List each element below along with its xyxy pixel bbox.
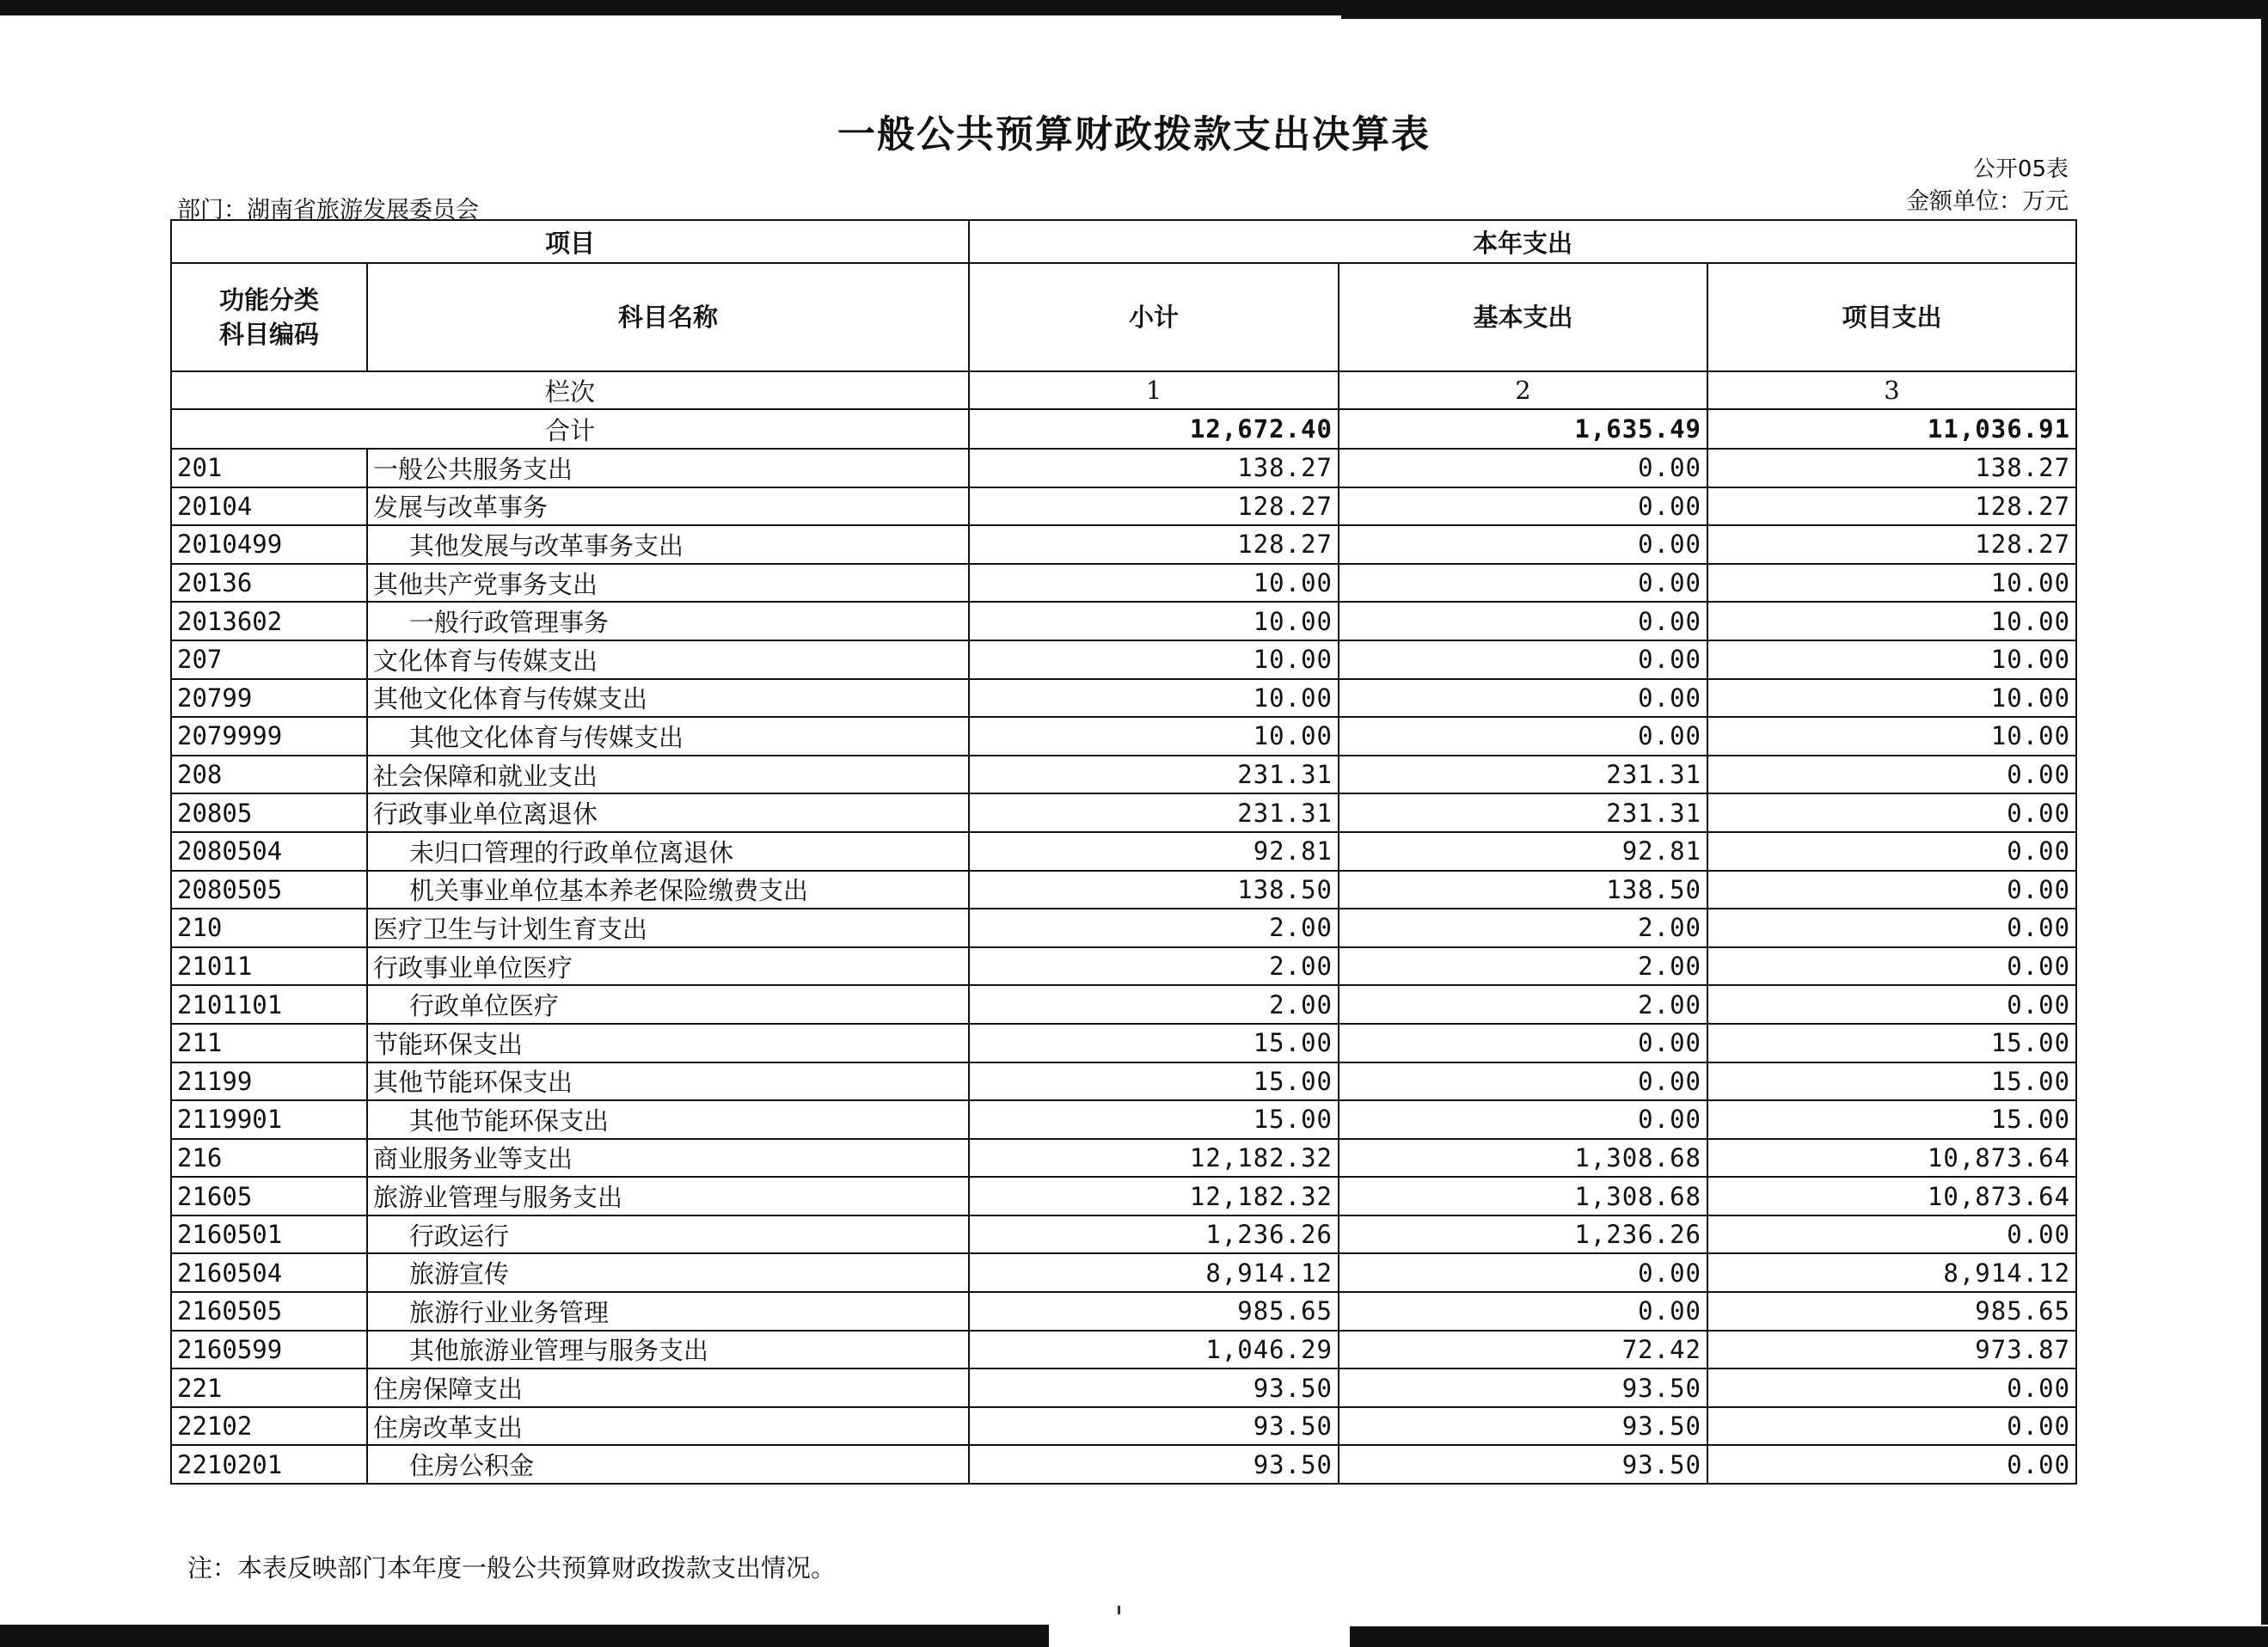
row-basic: 0.00 bbox=[1339, 679, 1707, 718]
budget-expenditure-table bbox=[170, 219, 2077, 1485]
row-subject-name: 机关事业单位基本养老保险缴费支出 bbox=[367, 871, 969, 909]
lane-number-row bbox=[171, 371, 2076, 409]
scan-border-right bbox=[2261, 17, 2268, 1625]
row-project: 128.27 bbox=[1707, 525, 2076, 564]
row-code: 2160501 bbox=[171, 1215, 367, 1254]
row-project: 15.00 bbox=[1707, 1062, 2076, 1101]
row-project: 0.00 bbox=[1707, 832, 2076, 871]
scan-mark bbox=[1118, 1606, 1120, 1614]
table-row bbox=[171, 793, 2076, 832]
row-subject-name: 行政事业单位医疗 bbox=[367, 947, 969, 986]
row-subtotal: 15.00 bbox=[969, 1062, 1339, 1101]
row-basic: 138.50 bbox=[1339, 871, 1707, 909]
row-subtotal: 93.50 bbox=[969, 1368, 1339, 1407]
row-basic: 0.00 bbox=[1339, 525, 1707, 564]
table-row bbox=[171, 1062, 2076, 1101]
row-project: 985.65 bbox=[1707, 1292, 2076, 1331]
row-code: 216 bbox=[171, 1139, 367, 1178]
table-row bbox=[171, 1100, 2076, 1139]
row-project: 10.00 bbox=[1707, 602, 2076, 640]
header-project-expenditure: 项目支出 bbox=[1707, 263, 2076, 371]
lane-label: 栏次 bbox=[171, 371, 969, 409]
row-code: 2101101 bbox=[171, 985, 367, 1024]
row-subtotal: 2.00 bbox=[969, 985, 1339, 1024]
row-code: 201 bbox=[171, 449, 367, 487]
row-basic: 1,308.68 bbox=[1339, 1139, 1707, 1178]
row-subtotal: 231.31 bbox=[969, 793, 1339, 832]
row-basic: 231.31 bbox=[1339, 756, 1707, 794]
row-code: 22102 bbox=[171, 1407, 367, 1446]
table-row bbox=[171, 832, 2076, 871]
row-subject-name: 住房公积金 bbox=[367, 1445, 969, 1484]
row-code: 20104 bbox=[171, 487, 367, 526]
table-row bbox=[171, 1407, 2076, 1446]
row-basic: 0.00 bbox=[1339, 564, 1707, 603]
row-basic: 0.00 bbox=[1339, 449, 1707, 487]
row-code: 2080505 bbox=[171, 871, 367, 909]
row-subtotal: 12,182.32 bbox=[969, 1177, 1339, 1215]
footnote: 注：本表反映部门本年度一般公共预算财政拨款支出情况。 bbox=[187, 1553, 837, 1583]
row-code: 211 bbox=[171, 1024, 367, 1062]
row-subject-name: 其他发展与改革事务支出 bbox=[367, 525, 969, 564]
row-subject-name: 其他共产党事务支出 bbox=[367, 564, 969, 603]
table-row bbox=[171, 1292, 2076, 1331]
table-row bbox=[171, 1368, 2076, 1407]
table-row bbox=[171, 449, 2076, 487]
row-project: 138.27 bbox=[1707, 449, 2076, 487]
row-basic: 0.00 bbox=[1339, 1062, 1707, 1101]
total-basic: 1,635.49 bbox=[1339, 409, 1707, 449]
row-subject-name: 发展与改革事务 bbox=[367, 487, 969, 526]
table-row bbox=[171, 1139, 2076, 1178]
table-code: 公开05表 bbox=[1972, 156, 2069, 182]
row-subject-name: 其他节能环保支出 bbox=[367, 1100, 969, 1139]
row-basic: 0.00 bbox=[1339, 717, 1707, 756]
row-project: 0.00 bbox=[1707, 909, 2076, 947]
row-code: 20805 bbox=[171, 793, 367, 832]
row-project: 128.27 bbox=[1707, 487, 2076, 526]
row-subtotal: 138.50 bbox=[969, 871, 1339, 909]
row-project: 15.00 bbox=[1707, 1100, 2076, 1139]
header-function-code bbox=[171, 263, 367, 371]
row-code: 2080504 bbox=[171, 832, 367, 871]
row-subtotal: 2.00 bbox=[969, 909, 1339, 947]
row-code: 2160599 bbox=[171, 1331, 367, 1369]
table-row bbox=[171, 564, 2076, 603]
row-basic: 2.00 bbox=[1339, 985, 1707, 1024]
row-subject-name: 住房改革支出 bbox=[367, 1407, 969, 1446]
table-row bbox=[171, 1215, 2076, 1254]
row-basic: 93.50 bbox=[1339, 1368, 1707, 1407]
scan-border-top-right bbox=[1341, 0, 2268, 19]
row-project: 15.00 bbox=[1707, 1024, 2076, 1062]
row-basic: 0.00 bbox=[1339, 487, 1707, 526]
row-code: 2013602 bbox=[171, 602, 367, 640]
row-basic: 0.00 bbox=[1339, 640, 1707, 679]
row-project: 10.00 bbox=[1707, 640, 2076, 679]
row-project: 973.87 bbox=[1707, 1331, 2076, 1369]
row-project: 0.00 bbox=[1707, 947, 2076, 986]
table-row bbox=[171, 909, 2076, 947]
row-basic: 2.00 bbox=[1339, 947, 1707, 986]
row-subject-name: 行政运行 bbox=[367, 1215, 969, 1254]
table-row bbox=[171, 1445, 2076, 1484]
row-basic: 0.00 bbox=[1339, 1024, 1707, 1062]
row-code: 21605 bbox=[171, 1177, 367, 1215]
row-subtotal: 1,046.29 bbox=[969, 1331, 1339, 1369]
row-code: 2160504 bbox=[171, 1253, 367, 1292]
row-subject-name: 其他文化体育与传媒支出 bbox=[367, 717, 969, 756]
lane-3: 3 bbox=[1707, 371, 2076, 409]
table-row bbox=[171, 947, 2076, 986]
row-code: 221 bbox=[171, 1368, 367, 1407]
row-subject-name: 医疗卫生与计划生育支出 bbox=[367, 909, 969, 947]
row-subtotal: 12,182.32 bbox=[969, 1139, 1339, 1178]
row-subtotal: 8,914.12 bbox=[969, 1253, 1339, 1292]
header-project: 项目 bbox=[171, 220, 969, 263]
row-subtotal: 10.00 bbox=[969, 564, 1339, 603]
row-subtotal: 10.00 bbox=[969, 717, 1339, 756]
row-subject-name: 其他旅游业管理与服务支出 bbox=[367, 1331, 969, 1369]
row-code: 210 bbox=[171, 909, 367, 947]
row-subtotal: 93.50 bbox=[969, 1407, 1339, 1446]
row-basic: 93.50 bbox=[1339, 1407, 1707, 1446]
row-code: 2160505 bbox=[171, 1292, 367, 1331]
row-subject-name: 文化体育与传媒支出 bbox=[367, 640, 969, 679]
row-basic: 0.00 bbox=[1339, 602, 1707, 640]
row-subject-name: 其他节能环保支出 bbox=[367, 1062, 969, 1101]
row-project: 8,914.12 bbox=[1707, 1253, 2076, 1292]
row-code: 208 bbox=[171, 756, 367, 794]
row-project: 0.00 bbox=[1707, 756, 2076, 794]
table-row bbox=[171, 1177, 2076, 1215]
row-basic: 2.00 bbox=[1339, 909, 1707, 947]
row-basic: 1,308.68 bbox=[1339, 1177, 1707, 1215]
lane-1: 1 bbox=[969, 371, 1339, 409]
row-project: 0.00 bbox=[1707, 1407, 2076, 1446]
table-row bbox=[171, 1024, 2076, 1062]
total-subtotal: 12,672.40 bbox=[969, 409, 1339, 449]
row-code: 21199 bbox=[171, 1062, 367, 1101]
row-basic: 231.31 bbox=[1339, 793, 1707, 832]
table-row bbox=[171, 985, 2076, 1024]
row-project: 10.00 bbox=[1707, 679, 2076, 718]
row-subject-name: 行政单位医疗 bbox=[367, 985, 969, 1024]
row-subtotal: 10.00 bbox=[969, 679, 1339, 718]
row-subject-name: 社会保障和就业支出 bbox=[367, 756, 969, 794]
row-subtotal: 231.31 bbox=[969, 756, 1339, 794]
row-basic: 0.00 bbox=[1339, 1100, 1707, 1139]
row-subject-name: 商业服务业等支出 bbox=[367, 1139, 969, 1178]
row-code: 20136 bbox=[171, 564, 367, 603]
row-subtotal: 15.00 bbox=[969, 1024, 1339, 1062]
row-basic: 92.81 bbox=[1339, 832, 1707, 871]
amount-unit-label: 金额单位：万元 bbox=[1906, 188, 2069, 215]
table-row bbox=[171, 525, 2076, 564]
row-subtotal: 93.50 bbox=[969, 1445, 1339, 1484]
table-row bbox=[171, 602, 2076, 640]
row-subtotal: 15.00 bbox=[969, 1100, 1339, 1139]
total-project: 11,036.91 bbox=[1707, 409, 2076, 449]
row-project: 0.00 bbox=[1707, 985, 2076, 1024]
row-basic: 0.00 bbox=[1339, 1253, 1707, 1292]
row-project: 0.00 bbox=[1707, 1368, 2076, 1407]
row-code: 2210201 bbox=[171, 1445, 367, 1484]
row-code: 207 bbox=[171, 640, 367, 679]
row-subject-name: 住房保障支出 bbox=[367, 1368, 969, 1407]
row-project: 0.00 bbox=[1707, 871, 2076, 909]
row-project: 0.00 bbox=[1707, 1215, 2076, 1254]
row-basic: 72.42 bbox=[1339, 1331, 1707, 1369]
row-basic: 1,236.26 bbox=[1339, 1215, 1707, 1254]
header-basic-expenditure: 基本支出 bbox=[1339, 263, 1707, 371]
page-title: 一般公共预算财政拨款支出决算表 bbox=[837, 113, 1431, 156]
row-project: 0.00 bbox=[1707, 1445, 2076, 1484]
scan-border-bottom-right bbox=[1350, 1626, 2268, 1647]
table-row bbox=[171, 1253, 2076, 1292]
header-subtotal: 小计 bbox=[969, 263, 1339, 371]
row-basic: 93.50 bbox=[1339, 1445, 1707, 1484]
row-subject-name: 未归口管理的行政单位离退休 bbox=[367, 832, 969, 871]
row-subject-name: 旅游宣传 bbox=[367, 1253, 969, 1292]
row-code: 2119901 bbox=[171, 1100, 367, 1139]
row-code: 21011 bbox=[171, 947, 367, 986]
row-subtotal: 92.81 bbox=[969, 832, 1339, 871]
row-subject-name: 一般行政管理事务 bbox=[367, 602, 969, 640]
table-row bbox=[171, 487, 2076, 526]
row-code: 2010499 bbox=[171, 525, 367, 564]
table-row bbox=[171, 679, 2076, 718]
table-row bbox=[171, 717, 2076, 756]
row-subject-name: 旅游业管理与服务支出 bbox=[367, 1177, 969, 1215]
row-subject-name: 一般公共服务支出 bbox=[367, 449, 969, 487]
row-subtotal: 138.27 bbox=[969, 449, 1339, 487]
row-project: 10.00 bbox=[1707, 717, 2076, 756]
row-subtotal: 128.27 bbox=[969, 525, 1339, 564]
lane-2: 2 bbox=[1339, 371, 1707, 409]
row-subject-name: 行政事业单位离退休 bbox=[367, 793, 969, 832]
row-subtotal: 10.00 bbox=[969, 640, 1339, 679]
table-row bbox=[171, 640, 2076, 679]
row-subtotal: 128.27 bbox=[969, 487, 1339, 526]
table-row bbox=[171, 756, 2076, 794]
row-subject-name: 旅游行业业务管理 bbox=[367, 1292, 969, 1331]
row-subject-name: 其他文化体育与传媒支出 bbox=[367, 679, 969, 718]
header-subject-name: 科目名称 bbox=[367, 263, 969, 371]
total-row bbox=[171, 409, 2076, 449]
row-subtotal: 1,236.26 bbox=[969, 1215, 1339, 1254]
row-project: 0.00 bbox=[1707, 793, 2076, 832]
row-project: 10.00 bbox=[1707, 564, 2076, 603]
total-label: 合计 bbox=[171, 409, 969, 449]
row-project: 10,873.64 bbox=[1707, 1139, 2076, 1178]
header-code-line2: 科目编码 bbox=[218, 320, 319, 349]
row-code: 20799 bbox=[171, 679, 367, 718]
scan-border-bottom-left bbox=[0, 1625, 1049, 1647]
header-current-year: 本年支出 bbox=[969, 220, 2076, 263]
table-row bbox=[171, 1331, 2076, 1369]
header-code-line1: 功能分类 bbox=[218, 285, 319, 315]
row-basic: 0.00 bbox=[1339, 1292, 1707, 1331]
row-subtotal: 985.65 bbox=[969, 1292, 1339, 1331]
row-subtotal: 2.00 bbox=[969, 947, 1339, 986]
row-subject-name: 节能环保支出 bbox=[367, 1024, 969, 1062]
department-label: 部门：湖南省旅游发展委员会 bbox=[177, 197, 479, 223]
row-subtotal: 10.00 bbox=[969, 602, 1339, 640]
row-project: 10,873.64 bbox=[1707, 1177, 2076, 1215]
row-code: 2079999 bbox=[171, 717, 367, 756]
table-row bbox=[171, 871, 2076, 909]
